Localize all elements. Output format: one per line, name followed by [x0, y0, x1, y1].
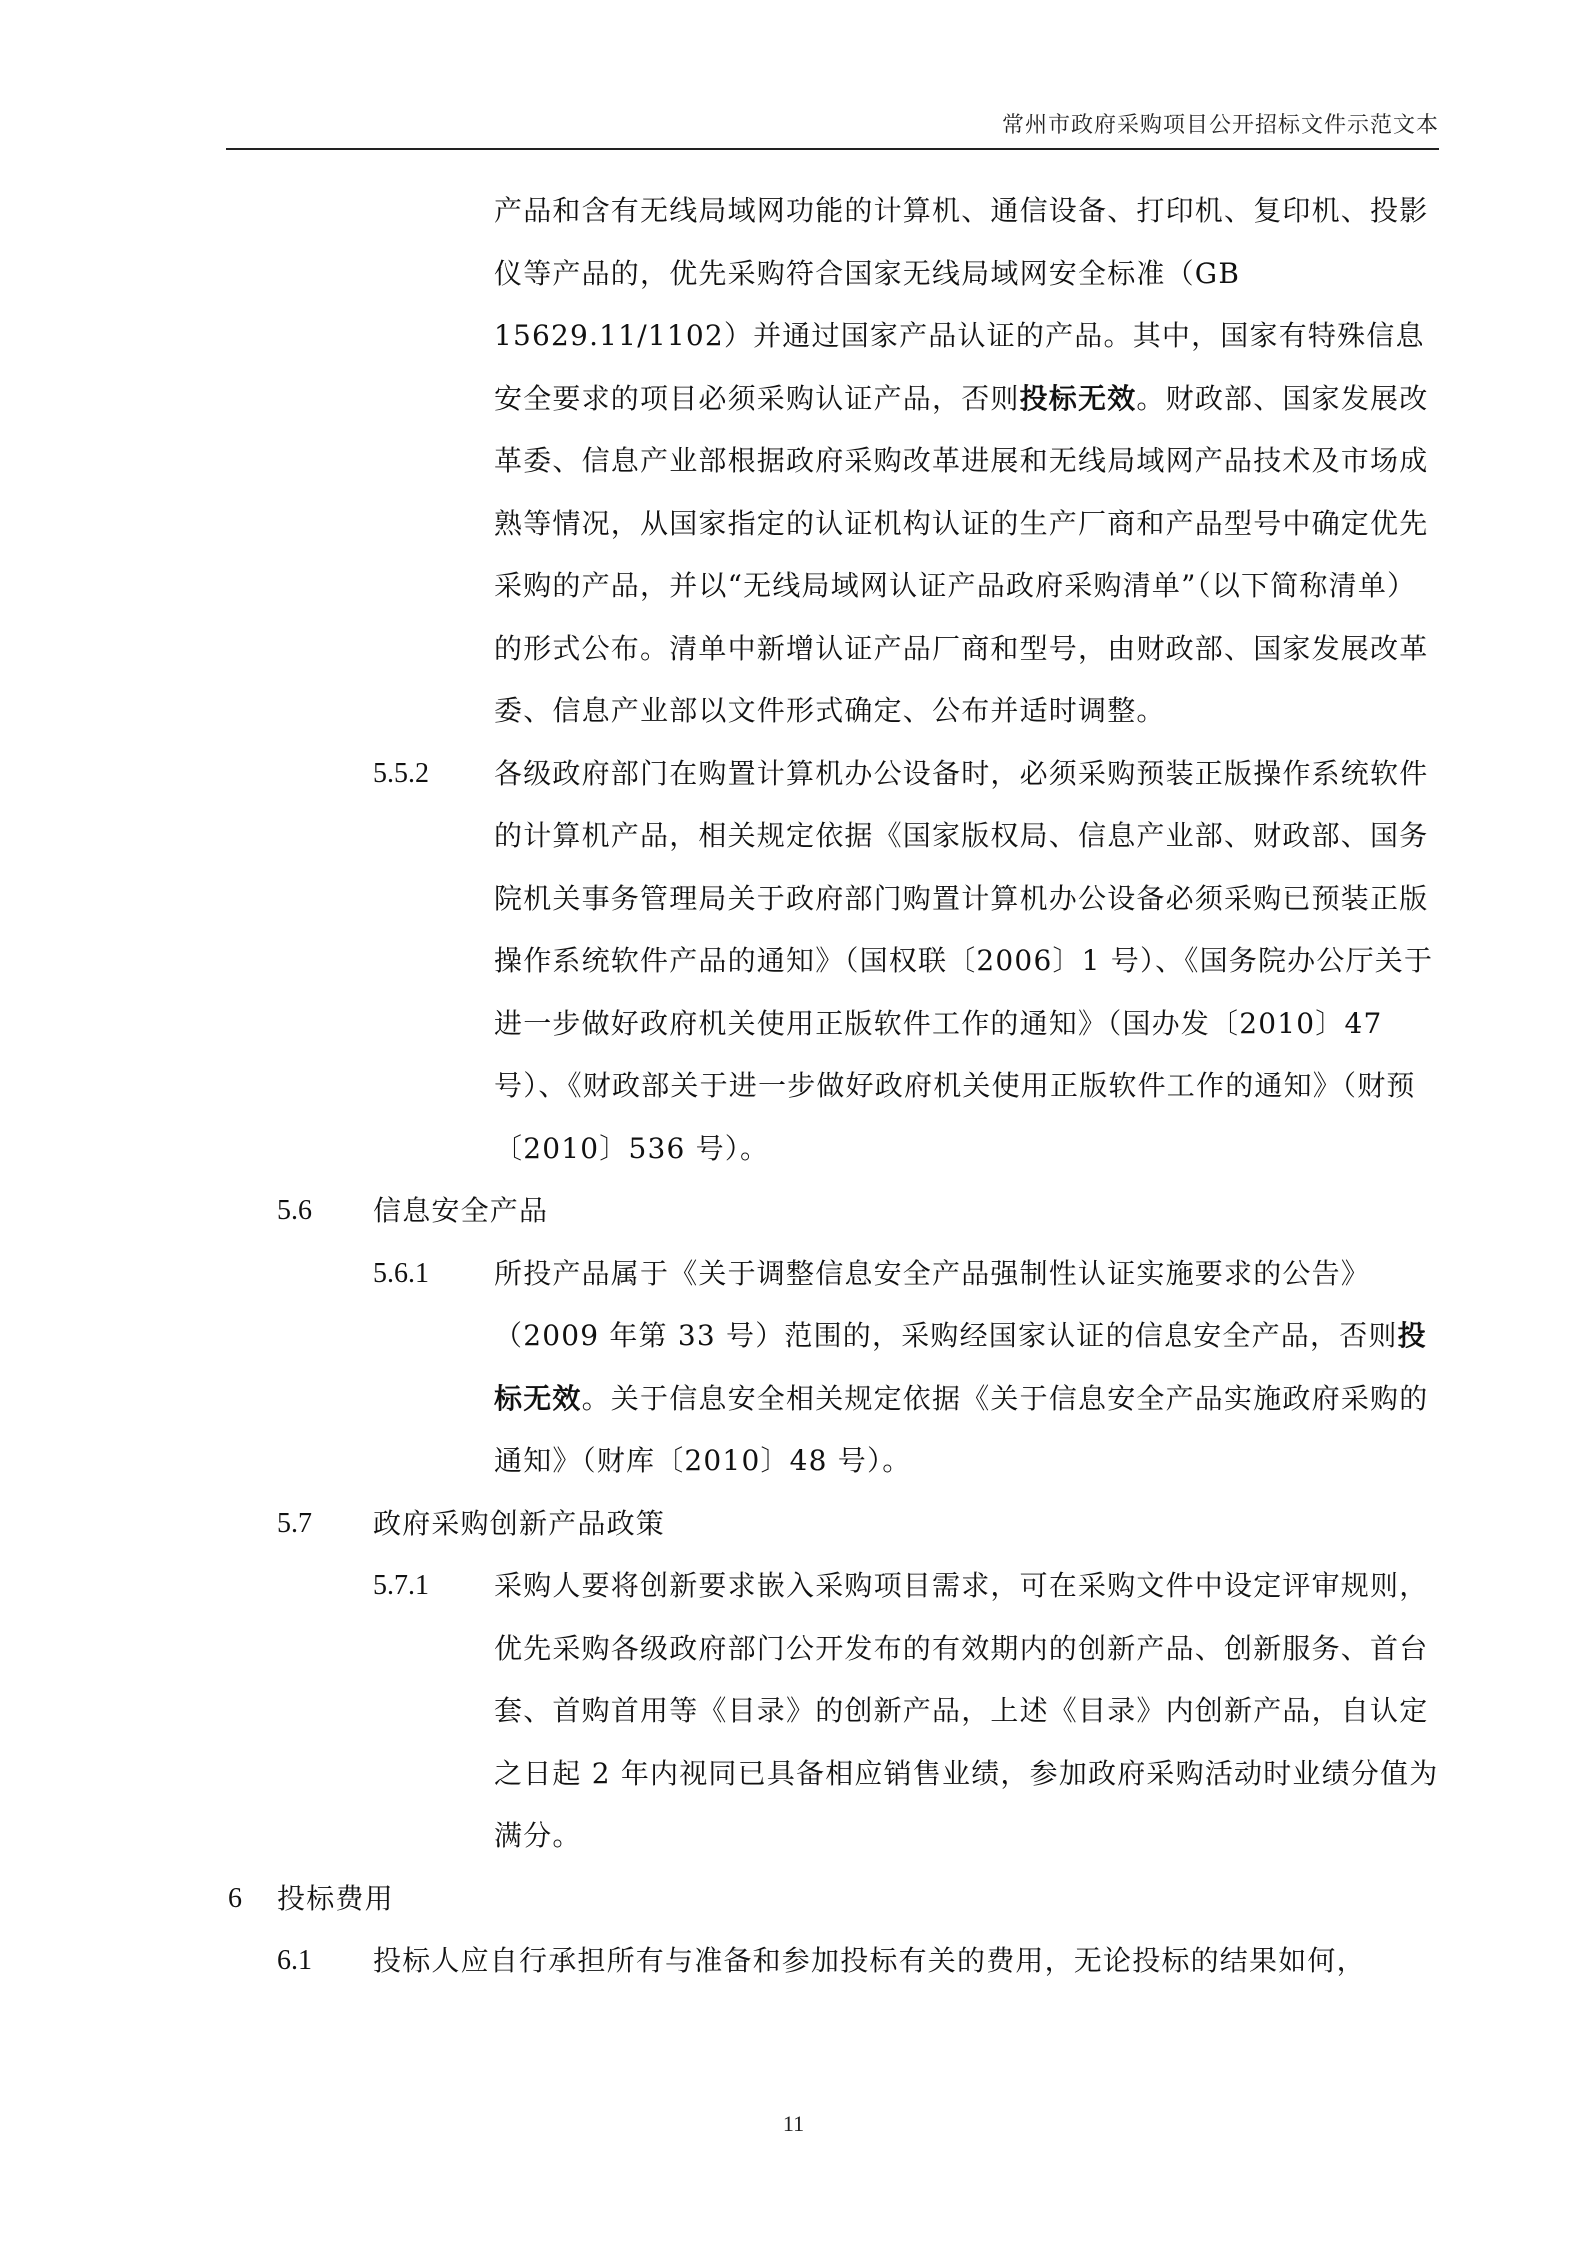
bold-emphasis: 投标无效: [1019, 381, 1137, 415]
section-6-1: [277, 1930, 1587, 1993]
bold-emphasis: 投标无效: [494, 1319, 1427, 1415]
clause-5-5-2: [373, 743, 1587, 1181]
section-heading: 信息安全产品: [373, 1194, 549, 1227]
section-text: 投标人应自行承担所有与准备和参加投标有关的费用，无论投标的结果如何，: [373, 1944, 1366, 1977]
section-number: 5.6: [277, 1195, 312, 1226]
section-heading: 政府采购创新产品政策: [373, 1506, 666, 1540]
chapter-number: 6: [228, 1882, 242, 1914]
section-5-7: [277, 1493, 1587, 1556]
section-number: 5.7: [277, 1507, 312, 1539]
header-title: 常州市政府采购项目公开招标文件示范文本: [1001, 113, 1439, 138]
page-header: [226, 112, 1439, 150]
clause-text: 各级政府部门在购置计算机办公设备时，必须采购预装正版操作系统软件的计算机产品，相关规定依据《国家版权局、信息产业部、财政部、国务院机关事务管理局关于政府部门购置计算机办公设备必须采购已预装正版操作系统软件产品的通知》（国权联〔2006〕1 号）、《国务院办公厅关于进一步做好政府机关使用正版软件工作的通知》（国办发〔2010〕47 号）、《财政部关于进一步做好政府机关使用正版软件工作的通知》（财预〔2010〕536 号）。: [494, 756, 1434, 1165]
document-body: [0, 180, 1587, 1993]
section-number: 6.1: [277, 1945, 312, 1976]
paragraph-text: 。财政部、国家发展改革委、信息产业部根据政府采购改革进展和无线局域网产品技术及市场成熟等情况，从国家指定的认证机构认证的生产厂商和产品型号中确定优先采购的产品，并以“无线局域网认证产品政府采购清单”（以下简称清单）的形式公布。清单中新增认证产品厂商和型号，由财政部、国家发展改革委、信息产业部以文件形式确定、公布并适时调整。: [494, 381, 1429, 727]
clause-text: [494, 1243, 1440, 1493]
chapter-6: [228, 1868, 1587, 1931]
clause-number: 5.6.1: [373, 1257, 429, 1289]
clause-text: 采购人要将创新要求嵌入采购项目需求，可在采购文件中设定评审规则，优先采购各级政府部门公开发布的有效期内的创新产品、创新服务、首台套、首购首用等《目录》的创新产品，上述《目录》内创新产品，自认定之日起 2 年内视同已具备相应销售业绩，参加政府采购活动时业绩分值为满分。: [494, 1569, 1439, 1852]
paragraph-continued: [494, 180, 1440, 743]
clause-text-part: 所投产品属于《关于调整信息安全产品强制性认证实施要求的公告》（2009 年第 33 号）范围的，采购经国家认证的信息安全产品，否则: [494, 1256, 1398, 1352]
clause-5-6-1: [373, 1243, 1587, 1493]
clause-number: 5.7.1: [373, 1570, 429, 1601]
chapter-heading: 投标费用: [277, 1881, 394, 1915]
page-number: 11: [782, 2111, 805, 2136]
paragraph-text: 产品和含有无线局域网功能的计算机、通信设备、打印机、复印机、投影仪等产品的，优先采购符合国家无线局域网安全标准（GB 15629.11/1102）并通过国家产品认证的产品。其中，国家有特殊信息安全要求的项目必须采购认证产品，否则: [494, 194, 1429, 415]
clause-number: 5.5.2: [373, 757, 429, 789]
section-5-6: [277, 1180, 1587, 1243]
clause-5-7-1: [373, 1555, 1587, 1868]
clause-text-part: 。关于信息安全相关规定依据《关于信息安全产品实施政府采购的通知》（财库〔2010〕48 号）。: [494, 1381, 1429, 1477]
